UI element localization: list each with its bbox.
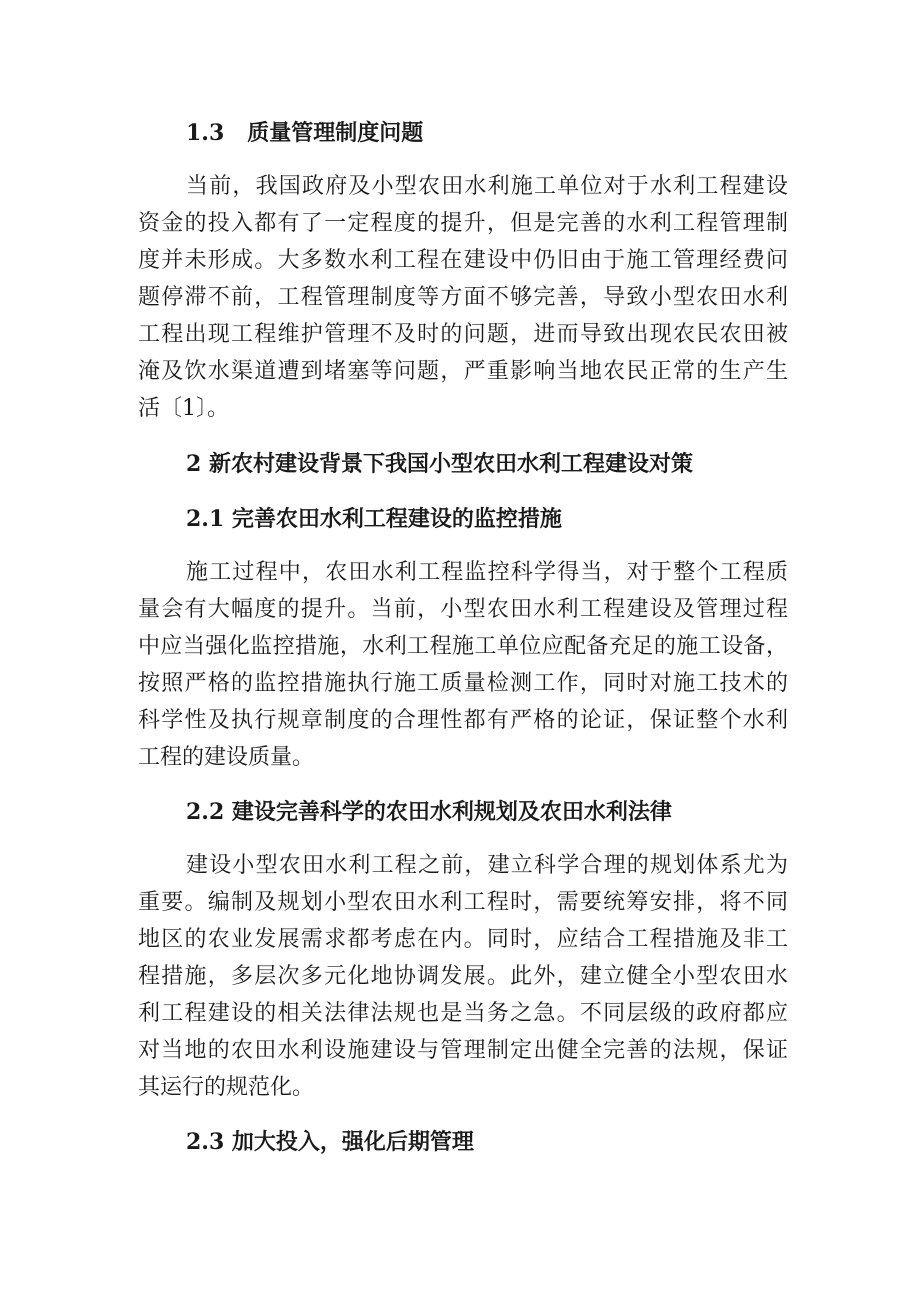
section-heading-2-2: 2.2 建设完善科学的农田水利规划及农田水利法律: [186, 799, 672, 825]
paragraph-line: 量会有大幅度的提升。当前，小型农田水利工程建设及管理过程: [138, 597, 788, 622]
paragraph-line: 科学性及执行规章制度的合理性都有严格的论证，保证整个水利: [138, 708, 788, 733]
paragraph-line: 淹及饮水渠道遭到堵塞等问题，严重影响当地农民正常的生产生: [138, 359, 788, 384]
paragraph-line: 中应当强化监控措施，水利工程施工单位应配备充足的施工设备，: [138, 634, 788, 659]
paragraph-line: 当前，我国政府及小型农田水利施工单位对于水利工程建设: [186, 174, 788, 199]
section-heading-1-3: 1.3 质量管理制度问题: [186, 120, 424, 146]
paragraph-line: 活〔1〕。: [138, 396, 229, 421]
paragraph-line: 利工程建设的相关法律法规也是当务之急。不同层级的政府都应: [138, 1001, 788, 1026]
paragraph-line: 地区的农业发展需求都考虑在内。同时，应结合工程措施及非工: [138, 927, 788, 952]
paragraph-line: 题停滞不前，工程管理制度等方面不够完善，导致小型农田水利: [138, 285, 788, 310]
section-heading-2-1: 2.1 完善农田水利工程建设的监控措施: [186, 506, 562, 532]
paragraph-line: 按照严格的监控措施执行施工质量检测工作，同时对施工技术的: [138, 671, 788, 696]
section-heading-2: 2 新农村建设背景下我国小型农田水利工程建设对策: [186, 451, 693, 477]
paragraph-line: 工程的建设质量。: [138, 745, 315, 770]
paragraph-line: 工程出现工程维护管理不及时的问题，进而导致出现农民农田被: [138, 322, 788, 347]
paragraph-line: 程措施，多层次多元化地协调发展。此外，建立健全小型农田水: [138, 964, 788, 989]
paragraph-line: 施工过程中，农田水利工程监控科学得当，对于整个工程质: [186, 560, 788, 585]
paragraph-line: 重要。编制及规划小型农田水利工程时，需要统筹安排，将不同: [138, 890, 788, 915]
section-heading-2-3: 2.3 加大投入，强化后期管理: [186, 1129, 474, 1155]
paragraph-line: 对当地的农田水利设施建设与管理制定出健全完善的法规，保证: [138, 1038, 788, 1063]
paragraph-line: 度并未形成。大多数水利工程在建设中仍旧由于施工管理经费问: [138, 248, 788, 273]
paragraph-line: 建设小型农田水利工程之前，建立科学合理的规划体系尤为: [186, 853, 788, 878]
paragraph-line: 资金的投入都有了一定程度的提升，但是完善的水利工程管理制: [138, 211, 788, 236]
paragraph-line: 其运行的规范化。: [138, 1075, 315, 1100]
